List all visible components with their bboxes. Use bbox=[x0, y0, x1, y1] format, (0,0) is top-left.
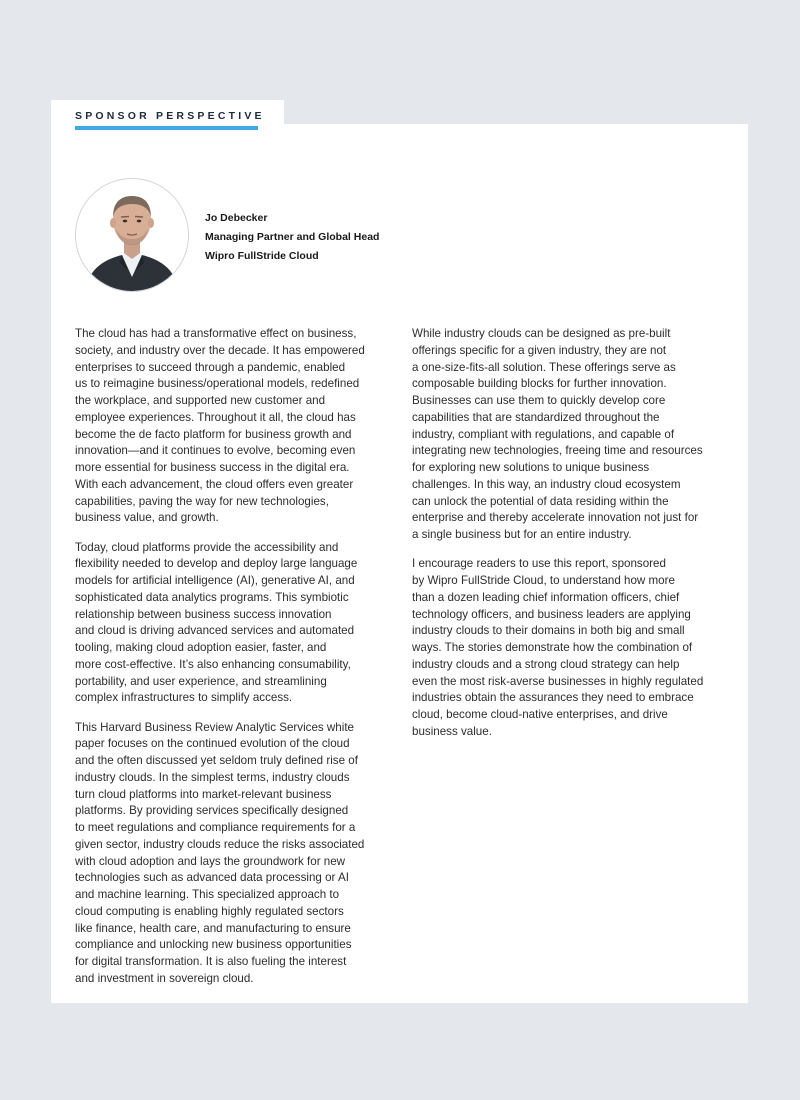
paragraph-line: challenges. In this way, an industry cloud ecosystem bbox=[412, 477, 681, 491]
paragraph-line: turn cloud platforms into market-relevant business bbox=[75, 787, 332, 801]
paragraph-line: a single business but for an entire industry. bbox=[412, 528, 632, 541]
author-headshot-image bbox=[76, 179, 188, 291]
paragraph-line: industry clouds to their domains in both big and small bbox=[412, 624, 685, 638]
paragraph-line: complex infrastructures to simplify access. bbox=[75, 691, 293, 705]
left-column bbox=[75, 326, 393, 1000]
paragraph-line: integrating new technologies, freeing time and resources bbox=[412, 444, 703, 458]
paragraph-line: business value, and growth. bbox=[75, 511, 219, 525]
paragraph-line: more cost-effective. It’s also enhancing consumability, bbox=[75, 657, 351, 671]
paragraph-line: This Harvard Business Review Analytic Services white bbox=[75, 720, 354, 734]
paragraph-line: cloud, become cloud-native enterprises, and drive bbox=[412, 708, 668, 721]
paragraph-line: composable building blocks for further innovation. bbox=[412, 377, 667, 391]
paragraph-line: given sector, industry clouds reduce the risks associated bbox=[75, 837, 365, 851]
section-label-underline bbox=[75, 126, 258, 130]
paragraph-line: can unlock the potential of data residing within the bbox=[412, 494, 669, 508]
section-label: SPONSOR PERSPECTIVE bbox=[75, 110, 265, 122]
paragraph-line: and the often discussed yet seldom truly defined rise of bbox=[75, 754, 358, 767]
paragraph-line: platforms. By providing services specifically designed bbox=[75, 804, 349, 818]
paragraph-line: capabilities that are standardized throughout the bbox=[412, 410, 660, 424]
paragraph-line: industries obtain the assurances they need to embrace bbox=[412, 691, 694, 705]
paragraph-line: I encourage readers to use this report, sponsored bbox=[412, 557, 666, 571]
paragraph-line: tooling, making cloud adoption easier, faster, and bbox=[75, 641, 327, 654]
paragraph-line: industry clouds. In the simplest terms, industry clouds bbox=[75, 770, 350, 784]
paragraph-line: for exploring new solutions to unique business bbox=[412, 461, 650, 474]
paragraph-line: offerings specific for a given industry, they are not bbox=[412, 343, 667, 357]
author-info bbox=[205, 209, 379, 266]
body-paragraph bbox=[412, 326, 730, 544]
paragraph-line: cloud computing is enabling highly regulated sectors bbox=[75, 904, 344, 918]
paragraph-line: Businesses can use them to quickly develop core bbox=[412, 394, 666, 407]
paragraph-line: While industry clouds can be designed as pre-built bbox=[412, 327, 671, 340]
right-column bbox=[412, 326, 730, 753]
author-photo bbox=[75, 178, 189, 292]
paragraph-line: paper focuses on the continued evolution of the cloud bbox=[75, 737, 350, 751]
paragraph-line: sophisticated data analytics programs. This symbiotic bbox=[75, 590, 349, 604]
paragraph-line: become the de facto platform for business growth and bbox=[75, 427, 352, 441]
body-paragraph bbox=[75, 720, 393, 988]
paragraph-line: Today, cloud platforms provide the accessibility and bbox=[75, 540, 339, 554]
author-organization: Wipro FullStride Cloud bbox=[205, 250, 319, 262]
paragraph-line: portability, and user experience, and streamlining bbox=[75, 674, 327, 688]
paragraph-line: and investment in sovereign cloud. bbox=[75, 971, 254, 985]
paragraph-line: flexibility needed to develop and deploy large language bbox=[75, 557, 358, 571]
paragraph-line: by Wipro FullStride Cloud, to understand how more bbox=[412, 574, 675, 587]
paragraph-line: The cloud has had a transformative effect on business, bbox=[75, 327, 357, 340]
paragraph-line: us to reimagine business/operational models, redefined bbox=[75, 377, 360, 391]
paragraph-line: like finance, health care, and manufacturing to ensure bbox=[75, 921, 351, 935]
paragraph-line: than a dozen leading chief information officers, chief bbox=[412, 590, 680, 604]
paragraph-line: ways. The stories demonstrate how the combination of bbox=[412, 641, 693, 654]
paragraph-line: enterprise and thereby accelerate innovation not just for bbox=[412, 511, 699, 525]
author-title: Managing Partner and Global Head bbox=[205, 231, 380, 243]
paragraph-line: industry, compliant with regulations, and capable of bbox=[412, 427, 675, 441]
paragraph-line: even the most risk-averse businesses in highly regulated bbox=[412, 674, 704, 688]
paragraph-line: the workplace, and supported new customer and bbox=[75, 394, 326, 407]
paragraph-line: relationship between business success innovation bbox=[75, 607, 332, 621]
paragraph-line: employee experiences. Throughout it all, the cloud has bbox=[75, 410, 356, 424]
paragraph-line: models for artificial intelligence (AI), generative AI, and bbox=[75, 574, 355, 587]
paragraph-line: With each advancement, the cloud offers even greater bbox=[75, 477, 354, 491]
paragraph-line: society, and industry over the decade. It has empowered bbox=[75, 343, 365, 357]
paragraph-line: compliance and unlocking new business opportunities bbox=[75, 938, 352, 952]
body-paragraph bbox=[75, 326, 393, 527]
paragraph-line: to meet regulations and compliance requirements for a bbox=[75, 821, 356, 834]
paragraph-line: more essential for business success in the digital era. bbox=[75, 461, 350, 474]
body-paragraph bbox=[412, 556, 730, 740]
body-paragraph bbox=[75, 540, 393, 708]
paragraph-line: innovation—and it continues to evolve, becoming even bbox=[75, 444, 356, 458]
paragraph-line: industry clouds and a strong cloud strategy can help bbox=[412, 657, 680, 671]
paragraph-line: with cloud adoption and lays the groundwork for new bbox=[75, 854, 346, 868]
paragraph-line: for digital transformation. It is also fueling the interest bbox=[75, 955, 347, 968]
paragraph-line: enterprises to succeed through a pandemic, enabled bbox=[75, 360, 346, 374]
author-name: Jo Debecker bbox=[205, 212, 268, 224]
paragraph-line: capabilities, paving the way for new technologies, bbox=[75, 494, 329, 508]
paragraph-line: technologies such as advanced data processing or AI bbox=[75, 871, 349, 885]
section-tab-corner bbox=[270, 100, 284, 125]
paragraph-line: and machine learning. This specialized approach to bbox=[75, 888, 340, 901]
paragraph-line: a one-size-fits-all solution. These offerings serve as bbox=[412, 360, 676, 374]
paragraph-line: business value. bbox=[412, 724, 492, 738]
paragraph-line: technology officers, and business leaders are applying bbox=[412, 607, 691, 621]
paragraph-line: and cloud is driving advanced services and automated bbox=[75, 624, 355, 638]
